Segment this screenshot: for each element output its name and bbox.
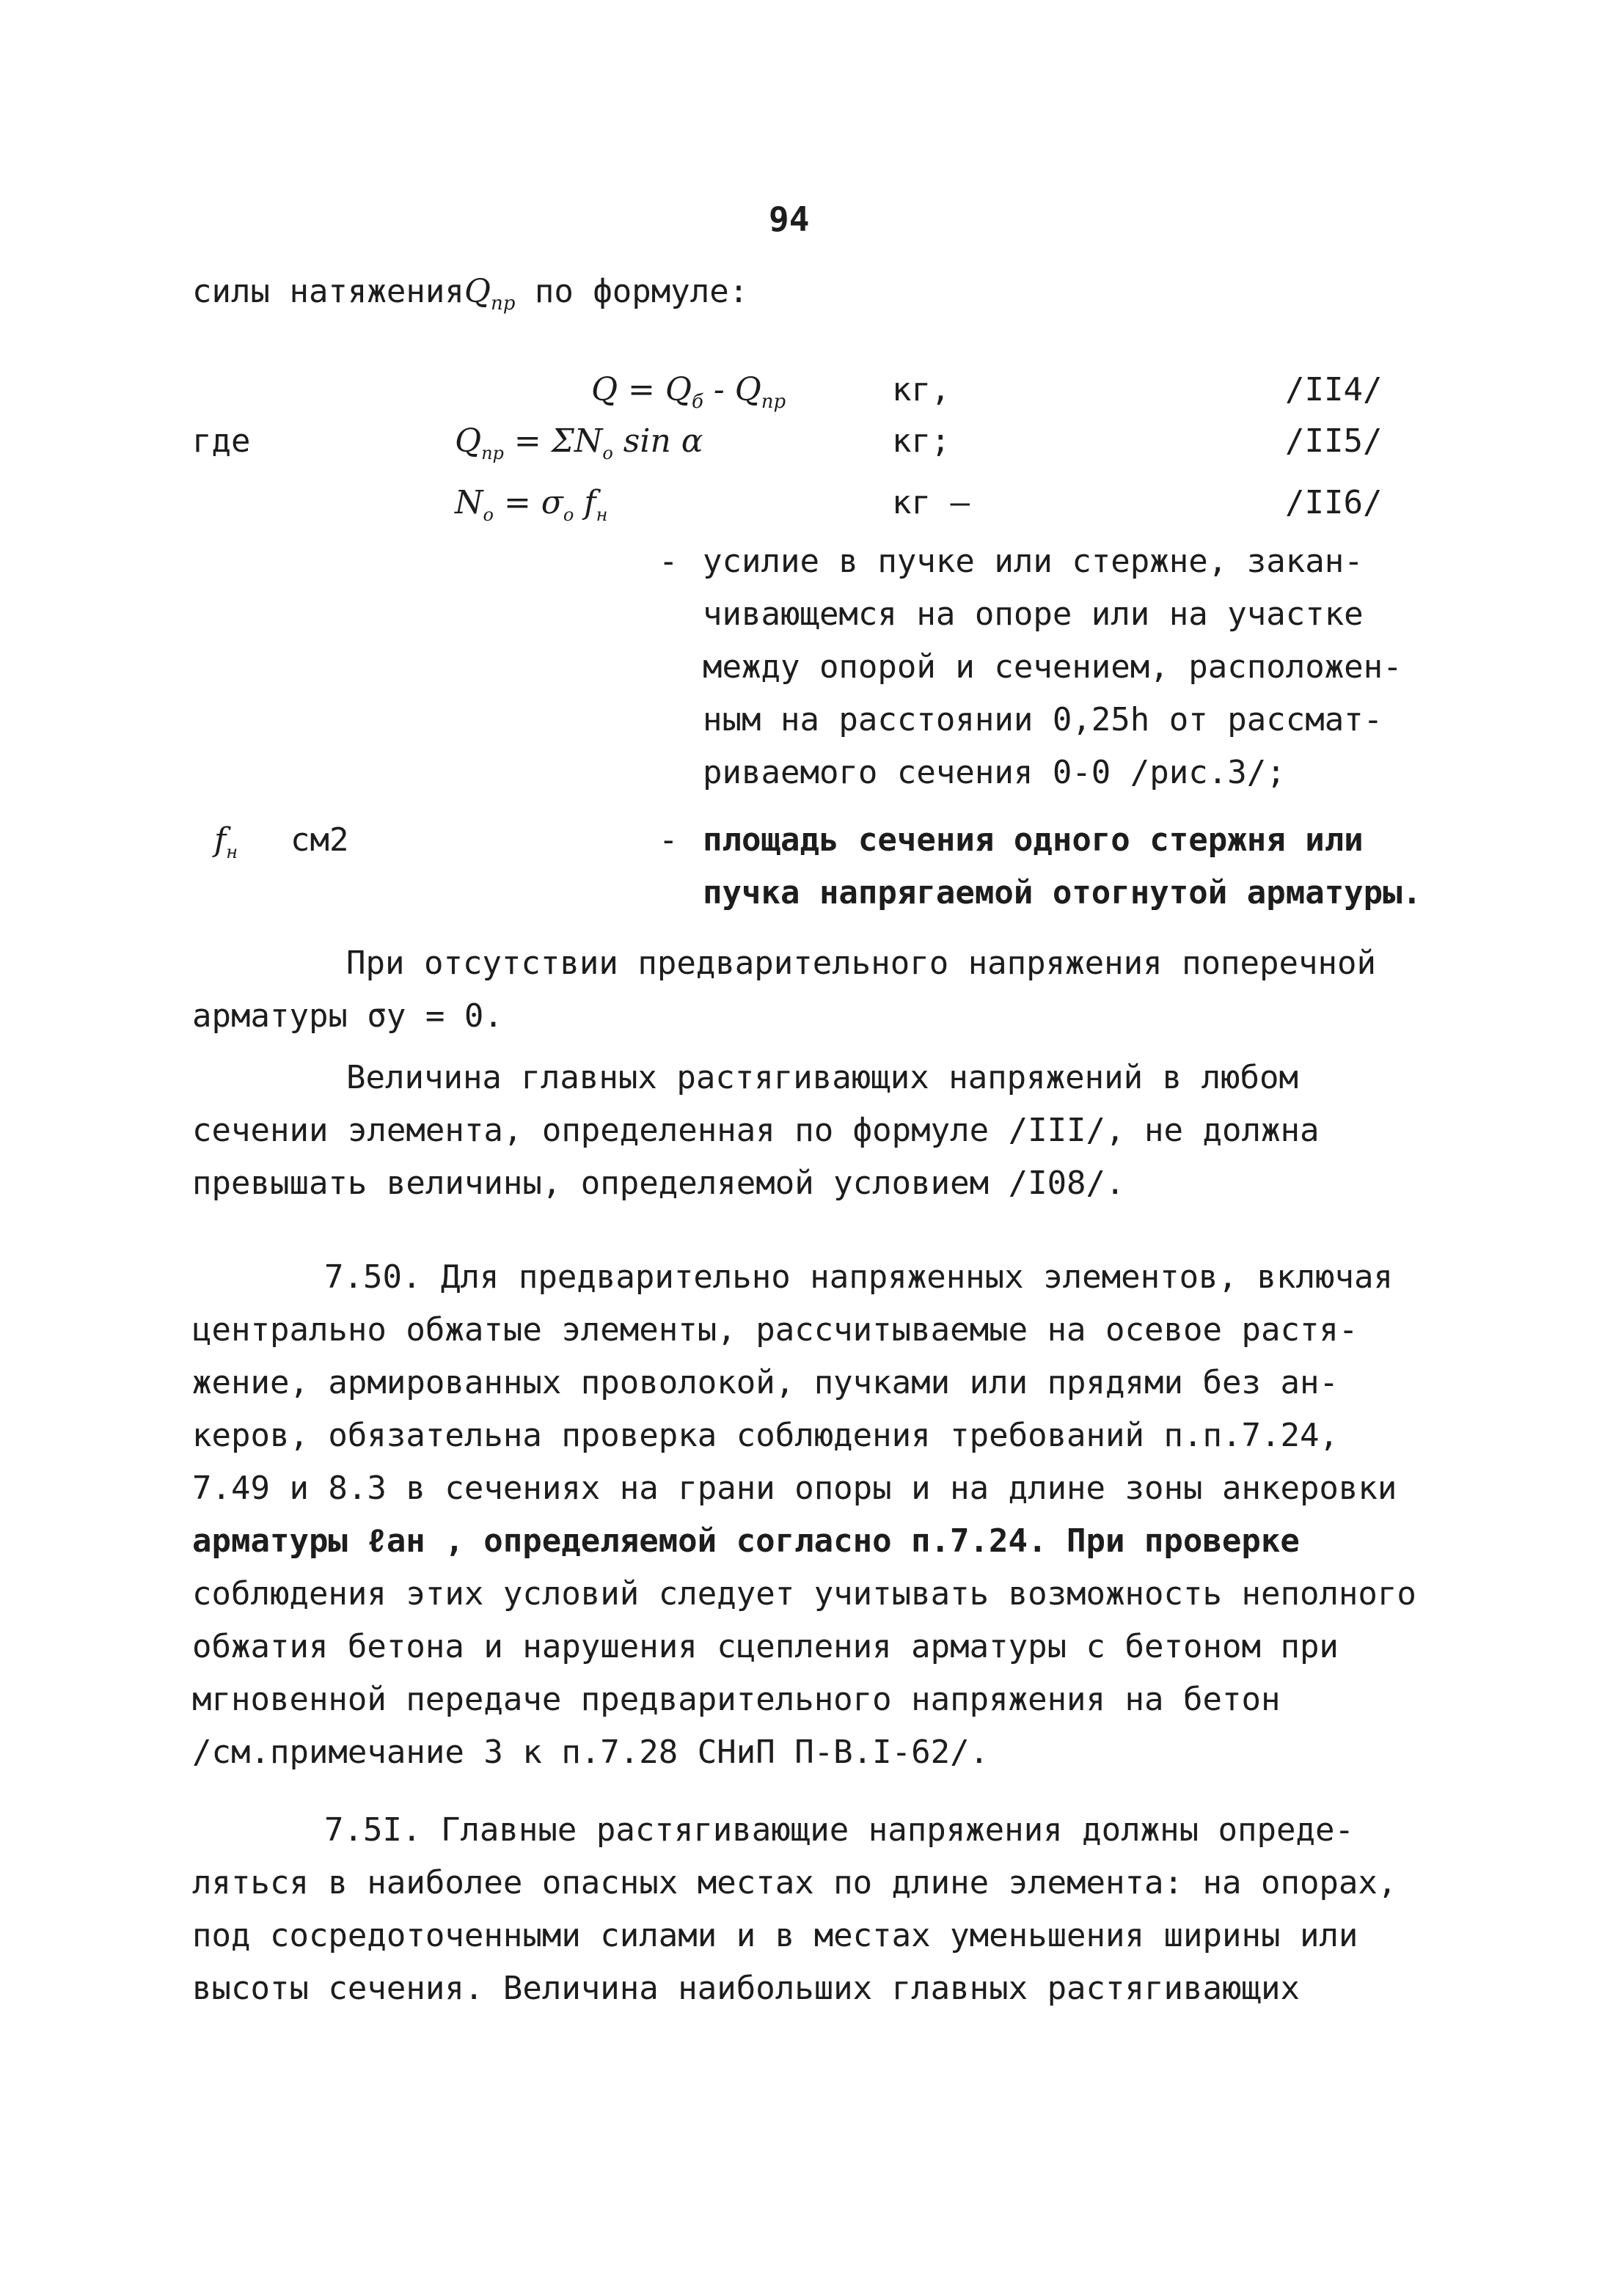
intro-text-before: силы натяжения xyxy=(192,273,464,310)
paragraph-line: соблюдения этих условий следует учитывать возможность неполного xyxy=(192,1575,1416,1613)
paragraph-line: /см.примечание 3 к п.7.28 СНиП П-В.I-62/. xyxy=(192,1734,990,1771)
paragraph-line: Величина главных растягивающих напряжений в любом xyxy=(346,1059,1299,1096)
paragraph-line: При отсутствии предварительного напряжения поперечной xyxy=(346,945,1376,982)
intro-line xyxy=(192,265,748,330)
definition-line: пучка напрягаемой отогнутой арматуры. xyxy=(703,874,1422,912)
formula-114-unit: кг, xyxy=(892,371,951,408)
paragraph-line: обжатия бетона и нарушения сцепления арматуры с бетоном при xyxy=(192,1628,1339,1665)
paragraph-line: сечении элемента, определенная по формуле /III/, не должна xyxy=(192,1112,1320,1149)
page-number: 94 xyxy=(769,199,810,239)
definition-1-dash: - xyxy=(659,543,679,580)
definition-1-text xyxy=(703,535,1402,799)
paragraph-no-prestress xyxy=(192,937,1376,1043)
formula-115-label: где xyxy=(192,422,251,460)
paragraph-line: арматуры σy = 0. xyxy=(192,997,503,1035)
definition-line: площадь сечения одного стержня или xyxy=(703,821,1364,859)
paragraph-7-50 xyxy=(192,1251,1416,1779)
paragraph-line: центрально обжатые элементы, рассчитываемые на осевое растя- xyxy=(192,1311,1358,1349)
paragraph-line: превышать величины, определяемой условием /I08/. xyxy=(192,1164,1125,1202)
formula-114-expr: $Q = Q_б - Q_{пр}$ xyxy=(591,371,786,413)
formula-115-number: /II5/ xyxy=(1285,422,1383,460)
formula-116-unit: кг – xyxy=(892,484,970,521)
definition-line: чивающемся на опоре или на участке xyxy=(703,595,1364,633)
intro-symbol: Q xyxy=(464,273,491,310)
paragraph-line: арматуры ℓан , определяемой согласно п.7.24. При проверке xyxy=(192,1522,1300,1560)
paragraph-line: высоты сечения. Величина наибольших главных растягивающих xyxy=(192,1970,1300,2007)
formula-116-expr: $N_o = \sigma_o$ $f_н$ xyxy=(455,484,608,525)
formula-114-number: /II4/ xyxy=(1285,371,1383,408)
definition-2-text xyxy=(703,814,1422,920)
paragraph-line: мгновенной передаче предварительного напряжения на бетон xyxy=(192,1681,1281,1718)
paragraph-line: жение, армированных проволокой, пучками или прядями без ан- xyxy=(192,1364,1339,1401)
definition-line: риваемого сечения 0-0 /рис.3/; xyxy=(703,754,1286,791)
definition-line: между опорой и сечением, расположен- xyxy=(703,648,1402,686)
formula-116-number: /II6/ xyxy=(1285,484,1383,521)
definition-line: усилие в пучке или стержне, закан- xyxy=(703,543,1364,580)
paragraph-line: керов, обязательна проверка соблюдения требований п.п.7.24, xyxy=(192,1417,1339,1454)
paragraph-line: под сосредоточенными силами и в местах уменьшения ширины или xyxy=(192,1917,1358,1954)
paragraph-line: ляться в наиболее опасных местах по длине элемента: на опорах, xyxy=(192,1864,1397,1901)
definition-2-symbol: $f_н$ xyxy=(214,821,238,862)
paragraph-line: 7.49 и 8.3 в сечениях на грани опоры и на длине зоны анкеровки xyxy=(192,1470,1397,1507)
formula-115-unit: кг; xyxy=(892,422,951,460)
formula-115-expr: $Q_{пр} = \Sigma N_o$ sin α xyxy=(455,422,703,463)
definition-line: ным на расстоянии 0,25h от рассмат- xyxy=(703,701,1383,738)
intro-symbol-sub: пр xyxy=(490,292,516,315)
paragraph-line: 7.50. Для предварительно напряженных элементов, включая xyxy=(324,1258,1393,1296)
intro-text-after: по формуле: xyxy=(534,273,749,310)
paragraph-7-51 xyxy=(192,1804,1397,2015)
definition-2-unit: см2 xyxy=(290,821,349,859)
paragraph-line: 7.5I. Главные растягивающие напряжения должны опреде- xyxy=(324,1811,1354,1849)
paragraph-principal-stress xyxy=(192,1052,1319,1210)
definition-2-dash: - xyxy=(659,821,679,859)
